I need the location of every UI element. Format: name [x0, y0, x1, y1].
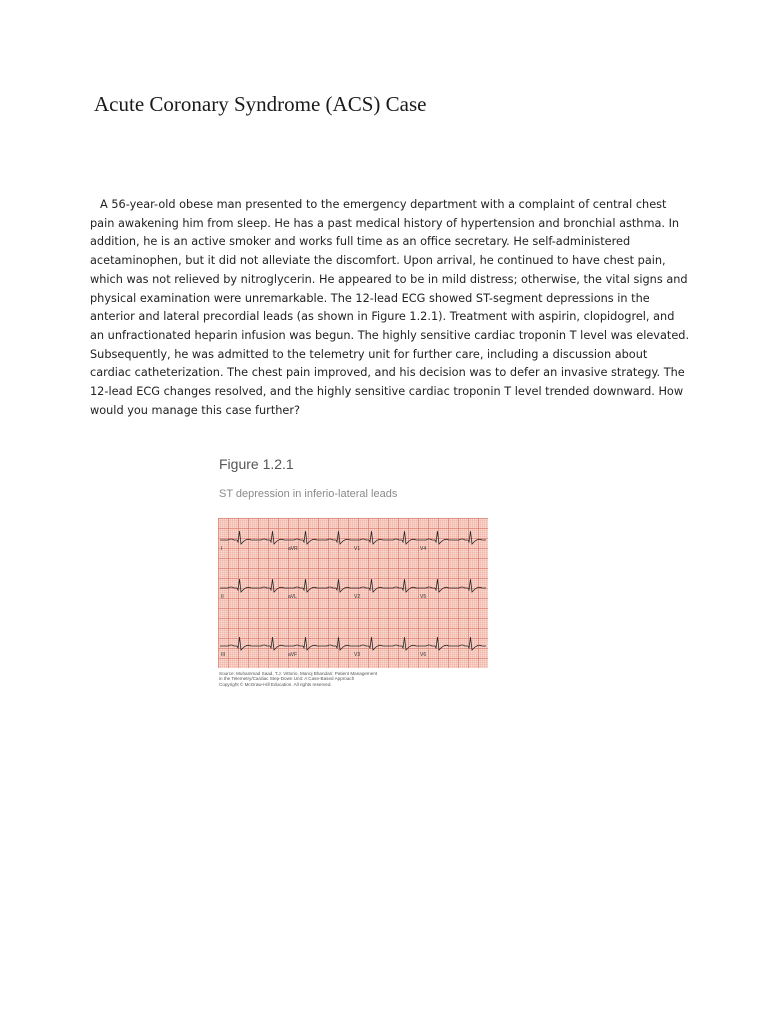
ecg-lead-label: III — [221, 652, 226, 658]
ecg-lead-label: I — [221, 546, 223, 552]
ecg-lead-label: V4 — [420, 546, 427, 552]
ecg-source-line: Copyright © McGraw-Hill Education. All rights reserved. — [219, 681, 332, 687]
ecg-lead-label: V6 — [420, 652, 427, 658]
document-title: Acute Coronary Syndrome (ACS) Case — [94, 92, 427, 116]
ecg-traces — [218, 518, 488, 668]
figure-title: Figure 1.2.1 — [219, 456, 294, 472]
ecg-lead-label: V1 — [354, 546, 361, 552]
ecg-image — [218, 518, 488, 668]
ecg-trace-row-3 — [220, 637, 486, 650]
figure-caption: ST depression in inferio-lateral leads — [219, 488, 398, 500]
ecg-source-note — [219, 671, 419, 687]
ecg-lead-label: V2 — [354, 594, 361, 600]
ecg-lead-label: aVF — [288, 652, 298, 658]
ecg-lead-label: aVL — [288, 594, 297, 600]
ecg-lead-label: V5 — [420, 594, 427, 600]
ecg-trace-row-1 — [220, 531, 486, 544]
ecg-lead-label: aVR — [288, 546, 298, 552]
ecg-source-line: in the Telemetry/Cardiac Step-Down Unit: A Case-Based Approach — [219, 676, 355, 682]
ecg-trace-row-2 — [220, 579, 486, 592]
ecg-lead-label: II — [221, 594, 224, 600]
ecg-lead-label: V3 — [354, 652, 361, 658]
ecg-source-line: Source: Muhammad Saad, T.J. Vittorio, Manoj Bhandari: Patient Management — [219, 671, 378, 676]
case-description: A 56-year-old obese man presented to the emergency department with a complaint of central chest pain awakening him from sleep. He has a past medical history of hypertension and bronchial asthma. In addition, he is an active smoker and works full time as an office secretary. He self-administered acetaminophen, but it did not alleviate the discomfort. Upon arrival, he continued to have chest pain, which was not relieved by nitroglycerin. He appeared to be in mild distress; otherwise, the vital signs and physical examination were unremarkable. The 12-lead ECG showed ST-segment depressions in the anterior and lateral precordial leads (as shown in Figure 1.2.1). Treatment with aspirin, clopidogrel, and an unfractionated heparin infusion was begun. The highly sensitive cardiac troponin T level was elevated. Subsequently, he was admitted to the telemetry unit for further care, including a discussion about cardiac catheterization. The chest pain improved, and his decision was to defer an invasive strategy. The 12-lead ECG changes resolved, and the highly sensitive cardiac troponin T level trended downward. How would you manage this case further? — [90, 198, 690, 417]
